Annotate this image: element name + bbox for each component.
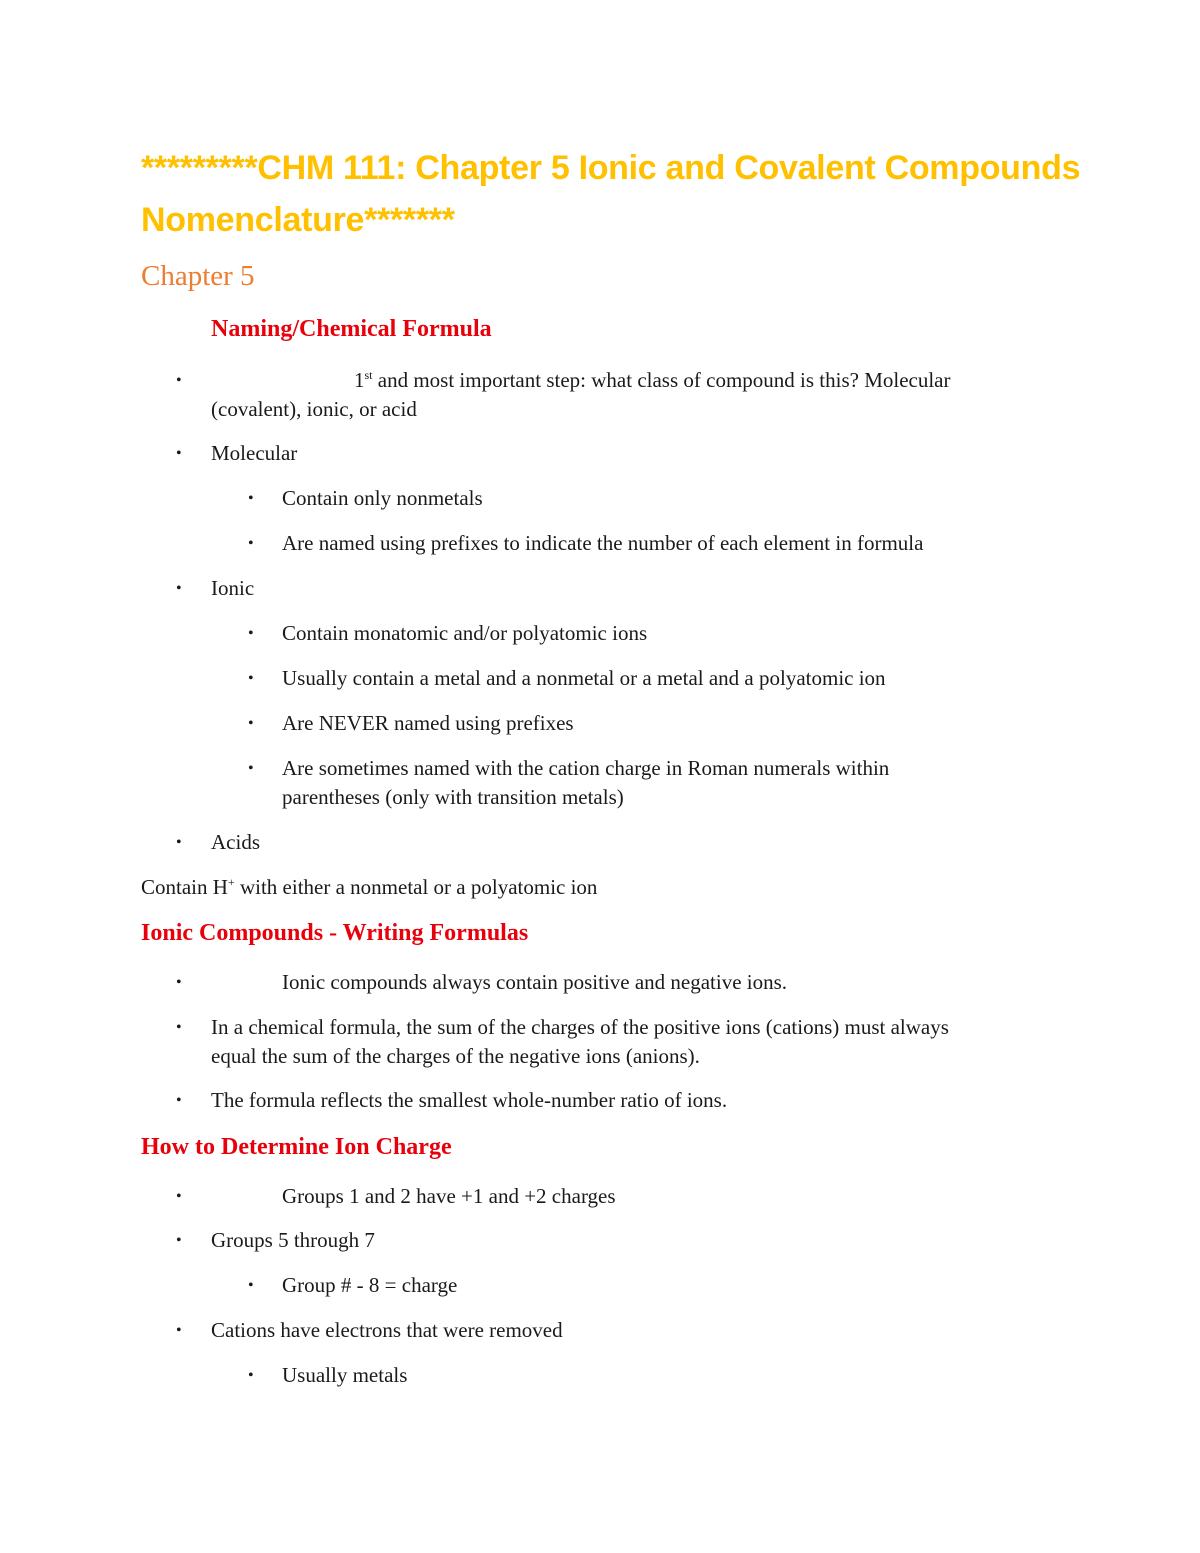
list-item-ion-charge-2: Groups 5 through 7: [211, 1228, 375, 1252]
list-item-molecular: Molecular: [211, 441, 298, 465]
list-item-ionic-formula-3: The formula reflects the smallest whole-number ratio of ions.: [211, 1088, 728, 1112]
bullet-icon: •: [248, 715, 254, 732]
step-number: 1: [354, 368, 365, 392]
bullet-icon: •: [176, 1322, 182, 1339]
section-heading-ionic-formulas: Ionic Compounds - Writing Formulas: [141, 920, 529, 946]
acids-superscript: +: [227, 875, 235, 889]
bullet-icon: •: [176, 974, 182, 991]
bullet-icon: •: [176, 372, 182, 389]
list-item-first-step: [354, 366, 951, 395]
list-item-first-step-cont: (covalent), ionic, or acid: [211, 397, 417, 421]
acids-text-post: with either a nonmetal or a polyatomic ion: [234, 875, 598, 899]
bullet-icon: •: [248, 1367, 254, 1384]
list-item-ionic-formula-2-cont: equal the sum of the charges of the negative ions (anions).: [211, 1044, 700, 1068]
bullet-icon: •: [248, 1277, 254, 1294]
section-heading-naming: Naming/Chemical Formula: [211, 316, 492, 342]
bullet-icon: •: [176, 834, 182, 851]
list-item-ionic-formula-1: Ionic compounds always contain positive and negative ions.: [282, 970, 788, 994]
list-item-ionic: Ionic: [211, 576, 255, 600]
bullet-icon: •: [176, 580, 182, 597]
acids-text-pre: Contain H: [141, 875, 228, 899]
bullet-icon: •: [248, 535, 254, 552]
list-item-ionic-formula-2: In a chemical formula, the sum of the charges of the positive ions (cations) must always: [211, 1015, 949, 1039]
chapter-heading: Chapter 5: [141, 260, 255, 292]
bullet-icon: •: [176, 1188, 182, 1205]
list-item-ionic-2: Usually contain a metal and a nonmetal or a metal and a polyatomic ion: [282, 666, 886, 690]
list-item-ion-charge-4: Cations have electrons that were removed: [211, 1318, 563, 1342]
list-item-acids: Acids: [211, 830, 260, 854]
list-item-ionic-4-cont: parentheses (only with transition metals): [282, 785, 624, 809]
bullet-icon: •: [176, 445, 182, 462]
bullet-icon: •: [248, 490, 254, 507]
bullet-icon: •: [176, 1019, 182, 1036]
list-item-ionic-3: Are NEVER named using prefixes: [282, 711, 574, 735]
bullet-icon: •: [248, 625, 254, 642]
list-item-ionic-4: Are sometimes named with the cation charge in Roman numerals within: [282, 756, 890, 780]
step-superscript: st: [364, 368, 373, 382]
acids-description: [141, 873, 597, 902]
list-item-ion-charge-3: Group # - 8 = charge: [282, 1273, 458, 1297]
bullet-icon: •: [176, 1092, 182, 1109]
bullet-icon: •: [176, 1232, 182, 1249]
list-item-molecular-2: Are named using prefixes to indicate the number of each element in formula: [282, 531, 924, 555]
list-item-molecular-1: Contain only nonmetals: [282, 486, 483, 510]
list-item-ion-charge-5: Usually metals: [282, 1363, 408, 1387]
list-item-ionic-1: Contain monatomic and/or polyatomic ions: [282, 621, 648, 645]
page-title: *********CHM 111: Chapter 5 Ionic and Covalent Compounds Nomenclature*******: [141, 149, 1081, 239]
section-heading-ion-charge: How to Determine Ion Charge: [141, 1134, 452, 1160]
bullet-icon: •: [248, 760, 254, 777]
step-text: and most important step: what class of compound is this? Molecular: [372, 368, 951, 392]
list-item-ion-charge-1: Groups 1 and 2 have +1 and +2 charges: [282, 1184, 616, 1208]
bullet-icon: •: [248, 670, 254, 687]
